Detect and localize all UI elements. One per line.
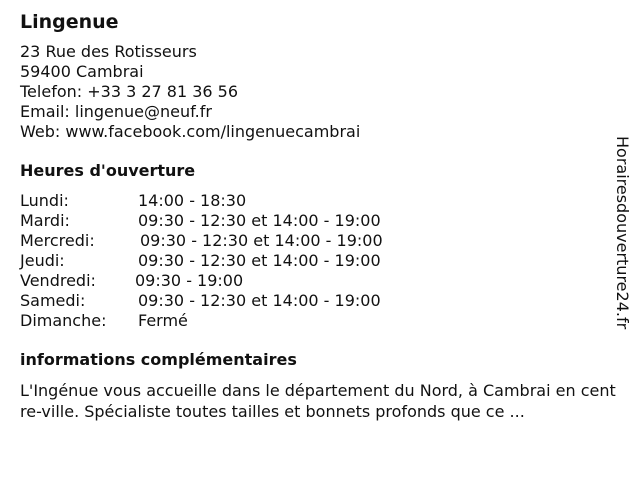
hours-table (20, 191, 620, 331)
day-label: Samedi: (20, 291, 86, 310)
time-value: 09:30 - 12:30 et 14:00 - 19:00 (138, 291, 381, 310)
info-description: L'Ingénue vous accueille dans le département du Nord, à Cambrai en centre-ville. Spécialiste toutes tailles et bonnets profonds que ce ... (20, 381, 616, 421)
hours-title: Heures d'ouverture (20, 161, 196, 180)
time-value: 09:30 - 19:00 (135, 271, 244, 290)
day-label: Lundi: (20, 191, 69, 210)
day-label: Dimanche: (20, 311, 107, 330)
address-line-1: 23 Rue des Rotisseurs (20, 42, 197, 61)
time-value: 09:30 - 12:30 et 14:00 - 19:00 (140, 231, 383, 250)
hours-row-mardi (20, 211, 620, 231)
time-value: 14:00 - 18:30 (138, 191, 247, 210)
time-value: Fermé (138, 311, 188, 330)
email-line: Email: lingenue@neuf.fr (20, 102, 212, 121)
phone-line: Telefon: +33 3 27 81 36 56 (20, 82, 239, 101)
web-line: Web: www.facebook.com/lingenuecambrai (20, 122, 361, 141)
day-label: Mercredi: (20, 231, 95, 250)
hours-row-jeudi (20, 251, 620, 271)
address-line-2: 59400 Cambrai (20, 62, 144, 81)
time-value: 09:30 - 12:30 et 14:00 - 19:00 (138, 211, 381, 230)
info-title: informations complémentaires (20, 350, 297, 369)
side-brand-watermark: Horairesdouverture24.fr (613, 136, 632, 330)
hours-row-lundi (20, 191, 620, 211)
hours-row-vendredi (20, 271, 620, 291)
day-label: Mardi: (20, 211, 70, 230)
time-value: 09:30 - 12:30 et 14:00 - 19:00 (138, 251, 381, 270)
hours-row-mercredi (20, 231, 620, 251)
hours-row-samedi (20, 291, 620, 311)
day-label: Jeudi: (20, 251, 65, 270)
business-name: Lingenue (20, 11, 119, 33)
hours-row-dimanche (20, 311, 620, 331)
day-label: Vendredi: (20, 271, 96, 290)
business-card (20, 10, 620, 422)
